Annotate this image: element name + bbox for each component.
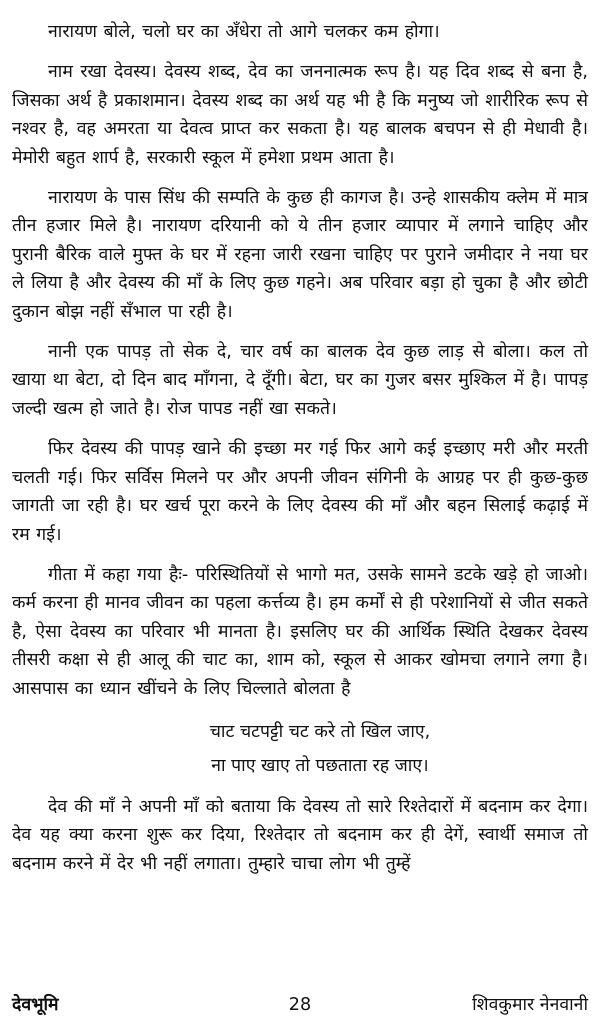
paragraph-7: देव की माँ ने अपनी माँ को बताया कि देवस्य तो सारे रिश्तेदारों में बदनाम कर देगा। देव यह क्या करना शुरू कर दिया, रिश्तेदार तो बदनाम कर ही देगें, स्वार्थी समाज तो बदनाम करने में देर भी नहीं लगाता। तुम्हारे चाचा लोग भी तुम्हें	[12, 796, 588, 874]
paragraph-5: फिर देवस्य की पापड़ खाने की इच्छा मर गई फिर आगे कई इच्छाए मरी और मरती चलती गई। फिर सर्विस मिलने पर और अपनी जीवन संगिनी के आग्रह पर ही कुछ-कुछ जागती जा रही है। घर खर्च पूरा करने के लिए देवस्य की माँ और बहन सिलाई कढ़ाई में रम गई।	[12, 439, 588, 545]
verse-couplet	[12, 715, 588, 783]
paragraph-2: नाम रखा देवस्य। देवस्य शब्द, देव का जननात्मक रूप है। यह दिव शब्द से बना है, जिसका अर्थ है प्रकाशमान। देवस्य शब्द का अर्थ यह भी है कि मनुष्य जो शारीरिक रूप से नश्वर है, वह अमरता या देवत्व प्राप्त कर सकता है। यह बालक बचपन से ही मेधावी है। मेमोरी बहुत शार्प है, सरकारी स्कूल में हमेशा प्रथम आता है।	[12, 62, 588, 168]
page-number: 28	[288, 995, 312, 1015]
paragraph-3: नारायण के पास सिंध की सम्पति के कुछ ही कागज है। उन्हे शासकीय क्लेम में मात्र तीन हजार मिले है। नारायण दरियानी को ये तीन हजार व्यापार में लगाने चाहिए और पुरानी बैरिक वाले मुफ्त के घर में रहना जारी रखना चाहिए पर पुराने जमीदार ने नया घर ले लिया है और देवस्य की माँ के लिए कुछ गहने। अब परिवार बड़ा हो चुका है और छोटी दुकान बोझ नहीं सँभाल पा रही है।	[12, 188, 588, 322]
footer-author: शिवकुमार नेनवानी	[472, 995, 588, 1015]
paragraph-6: गीता में कहा गया हैः- परिस्थितियों से भागो मत, उसके सामने डटके खड़े हो जाओ। कर्म करना ही मानव जीवन का पहला कर्त्तव्य है। हम कर्मों से ही परेशानियों से जीत सकते है, ऐसा देवस्य का परिवार भी मानता है। इसलिए घर की आर्थिक स्थिति देखकर देवस्य तीसरी कक्षा से ही आलू की चाट का, शाम को, स्कूल से आकर खोमचा लगाने लगा है। आसपास का ध्यान खींचने के लिए चिल्लाते बोलता है	[12, 564, 588, 699]
paragraph-4: नानी एक पापड़ तो सेक दे, चार वर्ष का बालक देव कुछ लाड़ से बोला। कल तो खाया था बेटा, दो दिन बाद माँगना, दे दूँगी। बेटा, घर का गुजर बसर मुश्किल में है। पापड़ जल्दी खत्म हो जाते है। रोज पापड नहीं खा सकते।	[12, 342, 588, 419]
verse-line-1: चाट चटपट्टी चट करे तो खिल जाए,	[209, 721, 431, 742]
verse-line-2: ना पाए खाए तो पछताता रह जाए।	[211, 755, 429, 776]
footer-book-title: देवभूमि	[12, 995, 59, 1015]
page-footer	[12, 993, 588, 1017]
paragraph-1: नारायण बोले, चलो घर का अँधेरा तो आगे चलकर कम होगा।	[48, 22, 440, 42]
